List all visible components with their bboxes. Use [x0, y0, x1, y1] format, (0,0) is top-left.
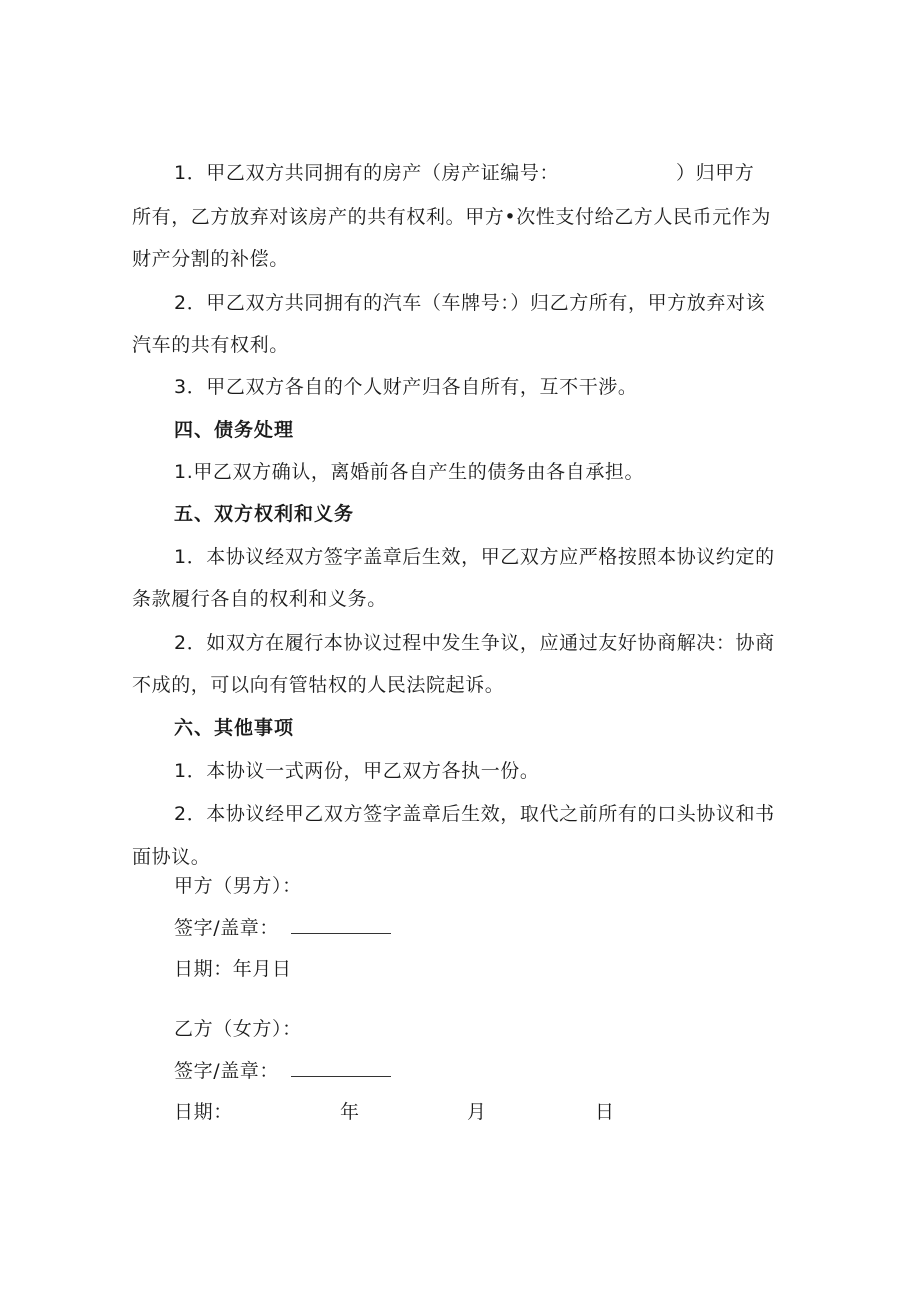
property-item-1-line-3: 财产分割的补偿。	[132, 248, 289, 270]
other-item-2-line-1: 2．本协议经甲乙双方签字盖章后生效，取代之前所有的口头协议和书	[174, 803, 775, 825]
party-b-date-day: 日	[595, 1101, 615, 1123]
party-a-date: 日期：年月日	[174, 958, 292, 980]
property-item-1-line-1	[174, 161, 559, 185]
other-item-1: 1．本协议一式两份，甲乙双方各执一份。	[174, 760, 540, 782]
property-item-1-line-1-end	[676, 161, 754, 185]
section-heading-other: 六、其他事项	[174, 717, 295, 739]
property-item-3: 3．甲乙双方各自的个人财产归各自所有，互不干涉。	[174, 376, 638, 398]
rights-item-2-line-1: 2．如双方在履行本协议过程中发生争议，应通过友好协商解决：协商	[174, 632, 775, 654]
rights-item-1-line-1: 1．本协议经双方签字盖章后生效，甲乙双方应严格按照本协议约定的	[174, 546, 775, 568]
debt-item-1: 1.甲乙双方确认，离婚前各自产生的债务由各自承担。	[174, 461, 645, 483]
other-item-2-line-2: 面协议。	[132, 846, 211, 868]
section-heading-debt: 四、债务处理	[174, 419, 295, 441]
party-b-date-month: 月	[467, 1101, 487, 1123]
property-item-1-text: 1．甲乙双方共同拥有的房产（房产证编号：	[174, 162, 560, 184]
property-item-1-end-text: ）归甲方	[676, 162, 755, 184]
party-b-sign-label: 签字/盖章：	[174, 1060, 280, 1082]
property-item-1-line-2: 所有，乙方放弃对该房产的共有权利。甲方•次性支付给乙方人民币元作为	[132, 206, 772, 228]
rights-item-2-line-2: 不成的，可以向有管牯权的人民法院起诉。	[132, 674, 505, 696]
property-item-2-line-1: 2．甲乙双方共同拥有的汽车（车牌号：）归乙方所有，甲方放弃对该	[174, 292, 766, 314]
party-a-label: 甲方（男方）：	[174, 875, 302, 897]
rights-item-1-line-2: 条款履行各自的权利和义务。	[132, 588, 387, 610]
party-a-sign-row	[174, 916, 391, 940]
party-b-label: 乙方（女方）：	[174, 1018, 302, 1040]
section-heading-rights: 五、双方权利和义务	[174, 503, 355, 525]
party-b-date-label: 日期：	[174, 1101, 233, 1123]
party-a-sign-label: 签字/盖章：	[174, 917, 280, 939]
party-b-sign-row	[174, 1059, 391, 1083]
party-b-date-year: 年	[340, 1101, 360, 1123]
party-b-signature-field[interactable]	[291, 1060, 391, 1077]
party-a-signature-field[interactable]	[291, 917, 391, 934]
property-item-2-line-2: 汽车的共有权利。	[132, 334, 289, 356]
